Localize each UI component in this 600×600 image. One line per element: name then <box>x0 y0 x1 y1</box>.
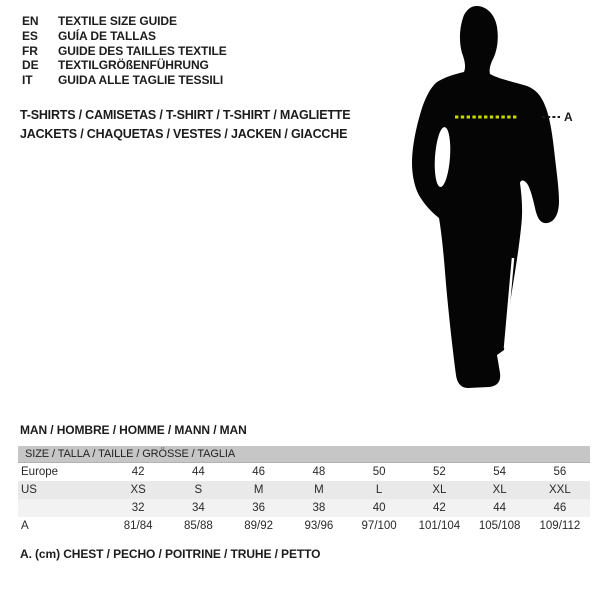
man-silhouette-shape <box>412 6 559 388</box>
language-code: FR <box>22 43 38 58</box>
section-title-man: MAN / HOMBRE / HOMME / MANN / MAN <box>20 423 247 437</box>
size-cell: 101/104 <box>418 520 461 532</box>
category-titles <box>20 106 350 143</box>
size-cell: 44 <box>493 502 507 514</box>
language-code: ES <box>22 28 38 43</box>
table-row-europe <box>18 463 590 481</box>
size-cell: XL <box>492 484 507 496</box>
size-cell: 81/84 <box>123 520 153 532</box>
size-cell: 97/100 <box>361 520 397 532</box>
category-line-jackets: JACKETS / CHAQUETAS / VESTES / JACKEN / GIACCHE <box>20 126 348 141</box>
language-label: GUIDA ALLE TAGLIE TESSILI <box>58 73 224 88</box>
row-label <box>18 499 108 517</box>
category-line-tshirts: T-SHIRTS / CAMISETAS / T-SHIRT / T-SHIRT / MAGLIETTE <box>20 108 351 122</box>
row-label: A <box>21 520 29 532</box>
size-cell: 44 <box>191 466 205 478</box>
language-row <box>22 14 227 29</box>
size-cell: 93/96 <box>304 520 334 532</box>
size-cell: 56 <box>553 466 567 478</box>
size-cell: M <box>253 484 264 496</box>
size-table-header: SIZE / TALLA / TAILLE / GRÖSSE / TAGLIA <box>18 446 590 463</box>
man-silhouette-svg <box>400 0 600 400</box>
size-cell: 46 <box>553 502 567 514</box>
language-label: GUÍA DE TALLAS <box>58 28 156 43</box>
language-code: EN <box>22 14 39 28</box>
row-label: US <box>21 484 37 496</box>
size-cell: XXL <box>549 484 571 496</box>
table-row-numeric <box>18 499 590 517</box>
measure-label-a: A <box>564 110 573 124</box>
size-cell: S <box>194 484 203 496</box>
language-row <box>22 58 227 73</box>
size-cell: 46 <box>252 466 266 478</box>
size-cell: L <box>375 484 383 496</box>
size-cell: 40 <box>372 502 386 514</box>
language-row <box>22 73 227 88</box>
size-cell: 32 <box>131 502 145 514</box>
measurement-footnote: A. (cm) CHEST / PECHO / POITRINE / TRUHE / PETTO <box>20 547 321 561</box>
table-row-chest-cm <box>18 517 590 535</box>
size-cell: 42 <box>131 466 145 478</box>
size-cell: XL <box>432 484 447 496</box>
size-table <box>18 446 590 535</box>
size-cell: XS <box>130 484 146 496</box>
size-cell: 85/88 <box>183 520 213 532</box>
table-row-us <box>18 481 590 499</box>
language-label: GUIDE DES TAILLES TEXTILE <box>58 43 227 58</box>
language-code: DE <box>22 58 39 73</box>
size-cell: 34 <box>191 502 205 514</box>
language-list <box>22 14 227 88</box>
size-cell: 50 <box>372 466 386 478</box>
language-row <box>22 29 227 44</box>
size-cell: 52 <box>432 466 446 478</box>
size-cell: 89/92 <box>244 520 274 532</box>
size-cell: 42 <box>432 502 446 514</box>
size-cell: 38 <box>312 502 326 514</box>
size-cell: 48 <box>312 466 326 478</box>
row-label: Europe <box>21 466 59 478</box>
size-cell: 36 <box>252 502 266 514</box>
language-label: TEXTILGRÖßENFÜHRUNG <box>58 58 209 73</box>
size-cell: 54 <box>493 466 507 478</box>
language-label: TEXTILE SIZE GUIDE <box>58 14 177 28</box>
language-row <box>22 44 227 59</box>
man-silhouette-figure <box>400 0 600 400</box>
size-cell: M <box>314 484 324 496</box>
language-code: IT <box>22 73 33 88</box>
size-cell: 105/108 <box>478 520 521 532</box>
size-cell: 109/112 <box>539 520 581 532</box>
